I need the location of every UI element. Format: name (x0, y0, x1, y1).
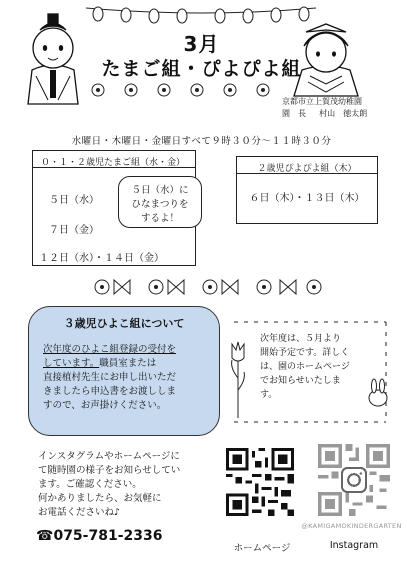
notice-line: 開始予定です。詳しく (260, 348, 350, 358)
school-info (282, 96, 367, 120)
piyopiyo-box (236, 156, 378, 224)
bubble-line: ５日（水）に (131, 185, 189, 196)
flower-bow-decoration (92, 276, 324, 298)
contact-line: インスタグラムやホームページに (38, 451, 180, 462)
hiyoko-title: ３歳児ひよこ組について (63, 317, 185, 330)
tamago-heading: ０・１・２歳児たまご組（水・金） (41, 158, 186, 168)
hiyoko-line-underlined: しています。 (43, 358, 100, 369)
principal (282, 108, 367, 120)
hiyoko-body (43, 343, 213, 413)
tamago-date: ５日（水） (49, 195, 99, 206)
schedule-line: 水曜日・木曜日・金曜日すべて９時３０分～１１時３０分 (71, 136, 332, 147)
bubble-line: するよ！ (140, 213, 179, 224)
hiyoko-line: すので、お声掛けください。 (43, 400, 167, 411)
principal-name: 村山 徳太朗 (319, 109, 368, 118)
school-name: 京都市立上賀茂幼稚園 (282, 97, 362, 106)
hiyoko-info-box (28, 306, 220, 436)
piyopiyo-heading: ２歳児ぴよぴよ組（木） (257, 164, 357, 174)
tamago-date: １２日（水）・１４日（金） (39, 253, 164, 264)
notice-line: 次年度は、５月より (260, 334, 342, 344)
hiyoko-line-plain: 職員室または (99, 358, 157, 369)
instagram-handle: @KAMIGAMOKINDERGARTEN (301, 522, 402, 530)
notice-line: す。 (260, 390, 278, 400)
contact-line: て随時園の様子をお知らせしてい (38, 465, 181, 476)
piyopiyo-dates: ６日（木）・１３日（木） (249, 193, 365, 204)
page-month: 3月 (183, 32, 220, 56)
notice-line: は、園のホームページ (260, 362, 350, 372)
phone-number[interactable] (36, 528, 163, 544)
qr-code-icon[interactable] (318, 444, 390, 516)
instagram-label[interactable]: Instagram (329, 540, 379, 551)
notice-line: でお知らせいたしま (260, 376, 341, 386)
notice-text (260, 332, 390, 402)
tulip-icon (232, 342, 244, 361)
hiyoko-line (43, 357, 213, 371)
qr-code-icon[interactable] (226, 448, 294, 516)
homepage-label[interactable]: ホームページ (233, 543, 291, 554)
hiyoko-line: 次年度のひよこ組登録の受付を (43, 344, 177, 355)
hiyoko-line: きましたら申込書をお渡ししま (43, 386, 177, 397)
hinamatsuri-bubble (118, 176, 202, 228)
divider (33, 167, 195, 168)
phone-value: 075-781-2336 (53, 528, 163, 544)
phone-icon: ☎ (36, 528, 54, 544)
tamago-date: ７日（金） (49, 225, 99, 236)
principal-label: 園 長 (282, 109, 306, 118)
divider (237, 173, 377, 174)
contact-line: 何かありましたら、お気軽に (38, 493, 162, 504)
next-year-notice (228, 318, 392, 424)
lantern-garland (86, 4, 316, 24)
page-title: たまご組・ぴよぴよ組 (101, 58, 302, 80)
contact-line: お電話くださいね♪ (38, 507, 121, 518)
contact-line: ます。ご確認ください。 (38, 479, 142, 490)
contact-text (38, 450, 213, 520)
flower-decoration (86, 80, 286, 100)
hiyoko-line: 直接植村先生にお申し出いただ (43, 372, 177, 383)
instagram-icon (342, 468, 366, 492)
bubble-line: ひなまつりを (131, 199, 189, 210)
